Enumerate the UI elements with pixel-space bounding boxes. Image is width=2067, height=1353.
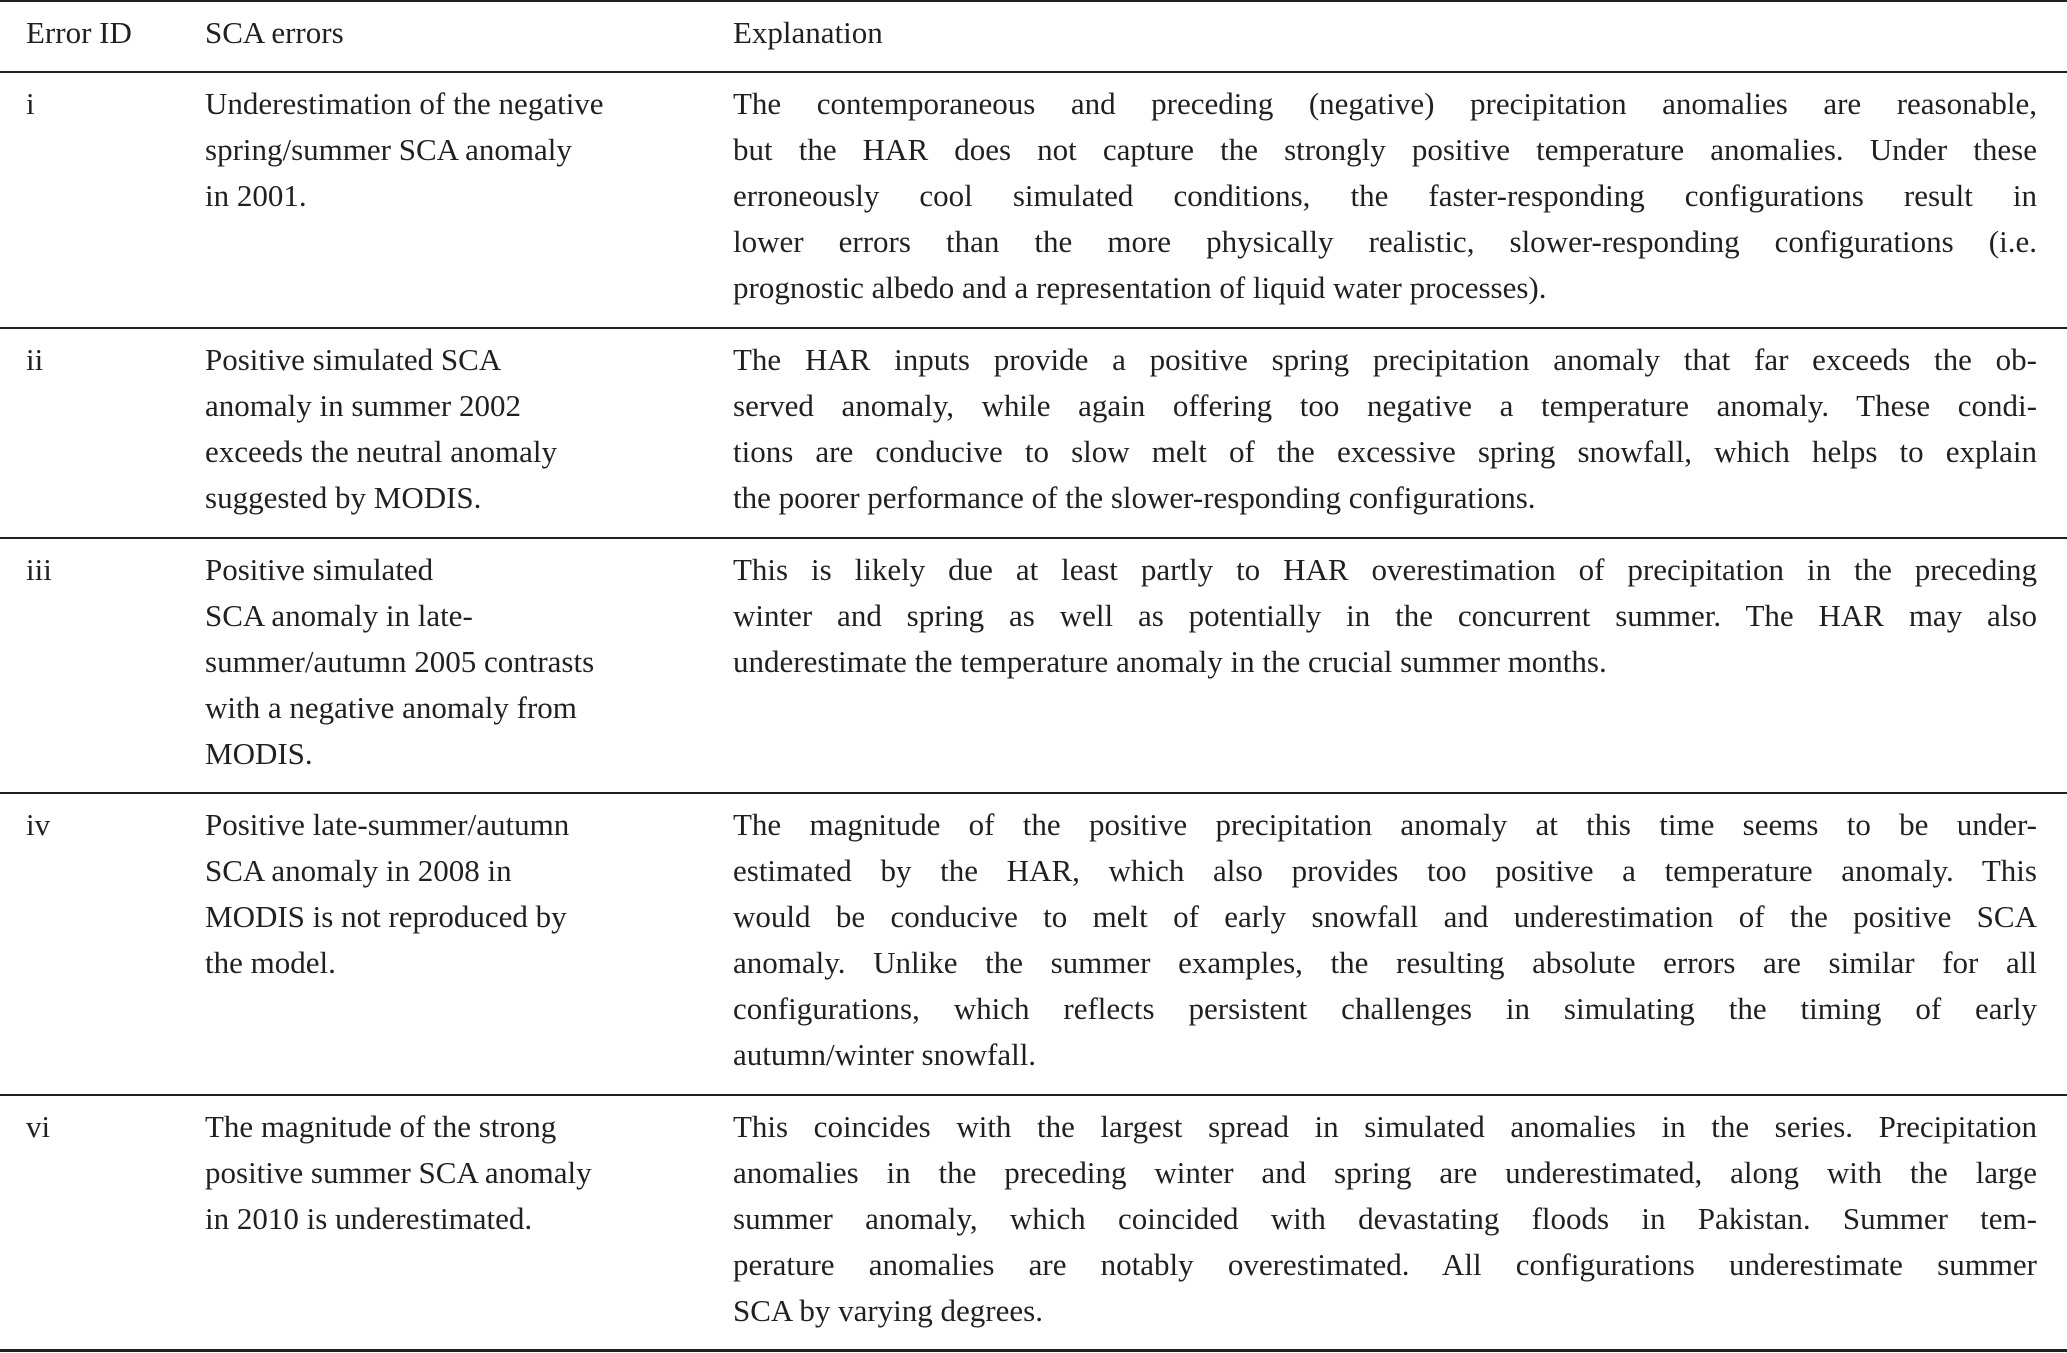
sca-errors-line: anomaly in summer 2002 [205,388,521,423]
sca-errors-line: in 2010 is underestimated. [205,1201,533,1236]
sca-errors-line: exceeds the neutral anomaly [205,434,558,469]
sca-errors-cell [205,337,705,521]
sca-errors-line: the model. [205,945,336,980]
explanation-line: would be conducive to melt of early snowfall and underestimation of the positive SCA [733,899,2037,934]
explanation-line: but the HAR does not capture the strongly positive temperature anomalies. Under these [733,132,2037,167]
sca-errors-line: Underestimation of the negative [205,86,604,121]
sca-errors-cell [205,81,705,219]
explanation-cell [733,547,2037,685]
header-explanation: Explanation [733,15,883,50]
explanation-line: underestimate the temperature anomaly in the crucial summer months. [733,644,1607,679]
explanation-line: anomaly. Unlike the summer examples, the resulting absolute errors are similar for all [733,945,2037,980]
explanation-line: tions are conducive to slow melt of the excessive spring snowfall, which helps to explain [733,434,2037,469]
header-error-id: Error ID [26,15,132,50]
sca-errors-cell [205,547,705,777]
sca-errors-line: Positive simulated SCA [205,342,502,377]
explanation-line: lower errors than the more physically realistic, slower-responding configurations (i.e. [733,224,2037,259]
error-id-cell: iv [26,807,51,842]
error-id-cell: iii [26,552,52,587]
sca-errors-line: with a negative anomaly from [205,690,577,725]
sca-errors-line: Positive simulated [205,552,434,587]
explanation-line: winter and spring as well as potentially in the concurrent summer. The HAR may also [733,598,2037,633]
row-separator [0,1094,2067,1096]
explanation-line: served anomaly, while again offering too negative a temperature anomaly. These condi- [733,388,2037,423]
table-top-rule [0,0,2067,2]
error-id-cell: vi [26,1109,51,1144]
sca-errors-line: Positive late-summer/autumn [205,807,570,842]
sca-errors-line: SCA anomaly in late- [205,598,473,633]
explanation-cell [733,1104,2037,1334]
explanation-line: perature anomalies are notably overestimated. All configurations underestimate summer [733,1247,2037,1282]
row-separator [0,792,2067,794]
explanation-line: The contemporaneous and preceding (negative) precipitation anomalies are reasonable, [733,86,2037,121]
sca-errors-line: in 2001. [205,178,307,213]
explanation-line: This is likely due at least partly to HAR overestimation of precipitation in the preceding [733,552,2037,587]
error-id-cell: i [26,86,35,121]
explanation-line: configurations, which reflects persistent challenges in simulating the timing of early [733,991,2037,1026]
explanation-line: SCA by varying degrees. [733,1293,1043,1328]
sca-errors-line: spring/summer SCA anomaly [205,132,572,167]
sca-errors-line: positive summer SCA anomaly [205,1155,592,1190]
sca-errors-line: The magnitude of the strong [205,1109,557,1144]
explanation-line: autumn/winter snowfall. [733,1037,1037,1072]
table-header-rule [0,71,2067,73]
row-separator [0,327,2067,329]
table-bottom-rule [0,1349,2067,1352]
header-sca-errors: SCA errors [205,15,344,50]
sca-errors-cell [205,802,705,986]
sca-errors-line: MODIS is not reproduced by [205,899,567,934]
explanation-line: erroneously cool simulated conditions, the faster-responding configurations result in [733,178,2037,213]
explanation-line: estimated by the HAR, which also provides too positive a temperature anomaly. This [733,853,2037,888]
sca-errors-line: SCA anomaly in 2008 in [205,853,512,888]
explanation-line: the poorer performance of the slower-responding configurations. [733,480,1536,515]
sca-errors-line: MODIS. [205,736,313,771]
explanation-line: This coincides with the largest spread in simulated anomalies in the series. Precipitation [733,1109,2037,1144]
sca-errors-line: summer/autumn 2005 contrasts [205,644,595,679]
explanation-line: The HAR inputs provide a positive spring precipitation anomaly that far exceeds the ob- [733,342,2037,377]
explanation-line: anomalies in the preceding winter and spring are underestimated, along with the large [733,1155,2037,1190]
row-separator [0,537,2067,539]
explanation-cell [733,337,2037,521]
explanation-line: summer anomaly, which coincided with devastating floods in Pakistan. Summer tem- [733,1201,2037,1236]
explanation-cell [733,802,2037,1078]
error-id-cell: ii [26,342,44,377]
explanation-line: The magnitude of the positive precipitation anomaly at this time seems to be under- [733,807,2037,842]
sca-errors-line: suggested by MODIS. [205,480,482,515]
sca-errors-cell [205,1104,705,1242]
explanation-cell [733,81,2037,311]
explanation-line: prognostic albedo and a representation of liquid water processes). [733,270,1547,305]
